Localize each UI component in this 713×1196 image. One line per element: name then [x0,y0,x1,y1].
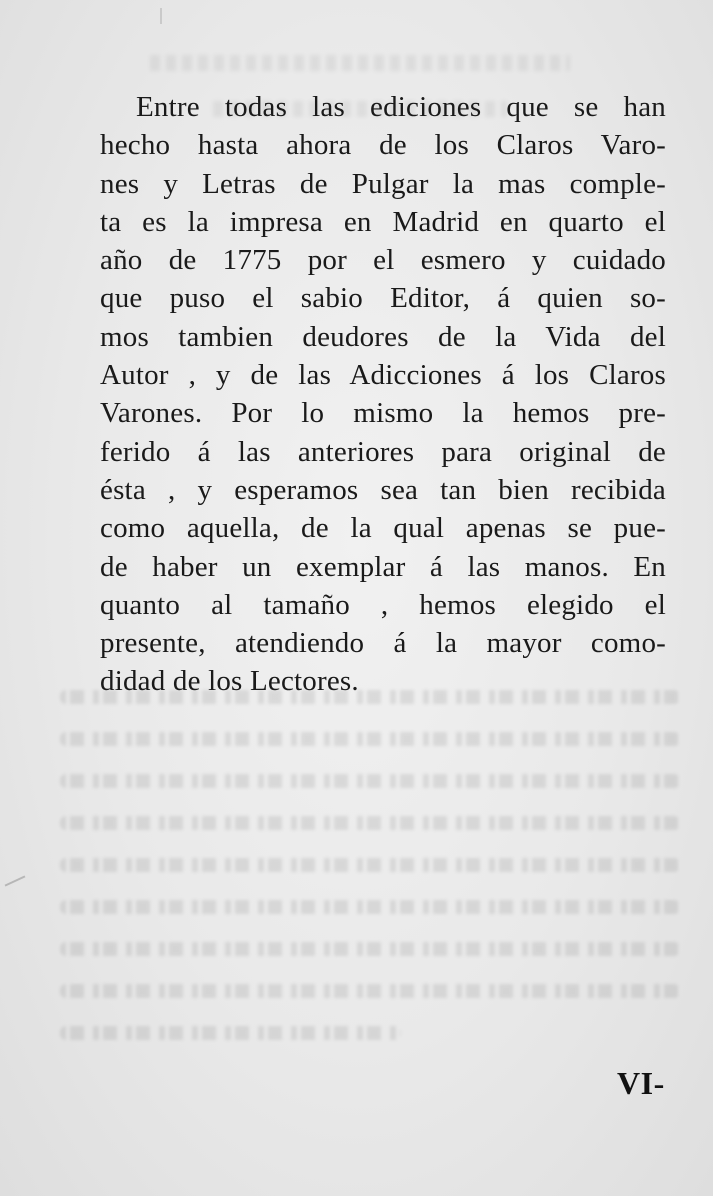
text-line: Entre todas las ediciones que se han [136,91,666,123]
text-line: ferido á las anteriores para original de [100,435,666,468]
text-line: como aquella, de la qual apenas se pue- [100,512,666,545]
paragraph [100,88,666,701]
text-line: ta es la impresa en Madrid en quarto el [100,205,666,238]
text-line: de haber un exemplar á las manos. En [100,550,666,583]
text-line: quanto al tamaño , hemos elegido el [100,588,666,621]
text-line: ésta , y esperamos sea tan bien recibida [100,473,666,506]
text-line: que puso el sabio Editor, á quien so- [100,282,666,315]
show-through-text [60,690,680,1090]
paper-mark [160,8,162,24]
text-line: hecho hasta ahora de los Claros Varo- [100,129,666,162]
text-line: Varones. Por lo mismo la hemos pre- [100,397,666,430]
text-line: Autor , y de las Adicciones á los Claros [100,359,666,392]
text-line: didad de los Lectores. [100,665,359,698]
catchword: VI- [617,1065,665,1101]
text-line: año de 1775 por el esmero y cuidado [100,244,666,277]
text-line: presente, atendiendo á la mayor como- [100,627,666,660]
text-line: mos tambien deudores de la Vida del [100,320,666,353]
text-line: nes y Letras de Pulgar la mas comple- [100,167,666,200]
paper-mark [5,875,26,886]
